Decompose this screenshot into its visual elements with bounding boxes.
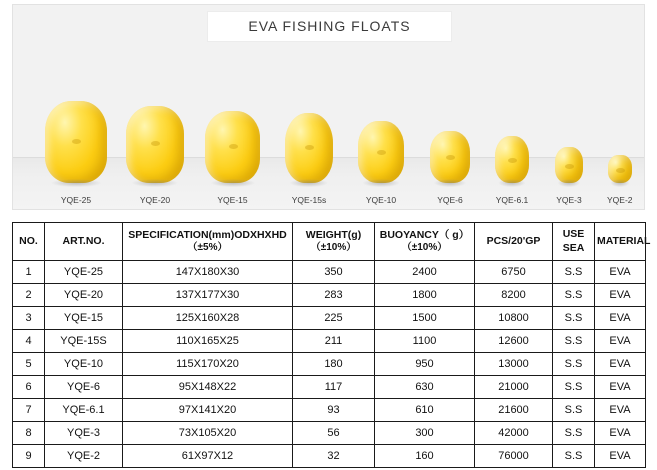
cell-material: EVA — [595, 353, 646, 376]
cell-usesea: S.S — [553, 376, 595, 399]
float-item-label: YQE-15s — [291, 195, 327, 205]
float-product-item — [607, 155, 633, 205]
table-row — [13, 353, 646, 376]
cell-weight: 225 — [293, 307, 375, 330]
cell-specification: 95X148X22 — [123, 376, 293, 399]
product-photo-banner — [12, 4, 645, 210]
column-header-usesea-main: USE SEA — [562, 228, 585, 254]
cell-buoyancy: 1500 — [375, 307, 475, 330]
cell-material: EVA — [595, 261, 646, 284]
float-shadow — [498, 179, 525, 187]
float-item-label: YQE-2 — [607, 195, 633, 205]
column-header-weight-main: WEIGHT(g) — [305, 228, 362, 241]
float-body-shape — [555, 147, 583, 183]
cell-no: 7 — [13, 399, 45, 422]
cell-artno: YQE-10 — [45, 353, 123, 376]
column-header-specification-main: SPECIFICATION(mm)ODXHXHD — [128, 228, 287, 241]
cell-buoyancy: 160 — [375, 445, 475, 468]
specification-table — [12, 222, 651, 468]
column-header-pcs — [475, 223, 553, 261]
column-header-weight-sub: （±10%） — [310, 241, 357, 253]
cell-no: 1 — [13, 261, 45, 284]
float-product-item — [45, 101, 107, 205]
float-product-item — [495, 136, 529, 205]
cell-weight: 283 — [293, 284, 375, 307]
cell-buoyancy: 610 — [375, 399, 475, 422]
page-title: EVA FISHING FLOATS — [207, 11, 451, 42]
cell-material: EVA — [595, 284, 646, 307]
cell-specification: 115X170X20 — [123, 353, 293, 376]
cell-usesea: S.S — [553, 399, 595, 422]
cell-pcs: 21600 — [475, 399, 553, 422]
column-header-buoyancy-main: BUOYANCY（ g） — [379, 228, 470, 241]
float-item-label: YQE-6.1 — [495, 195, 529, 205]
cell-weight: 350 — [293, 261, 375, 284]
cell-no: 4 — [13, 330, 45, 353]
table-header-row — [13, 223, 646, 261]
cell-material: EVA — [595, 445, 646, 468]
cell-buoyancy: 1800 — [375, 284, 475, 307]
cell-artno: YQE-15 — [45, 307, 123, 330]
table-row — [13, 307, 646, 330]
cell-no: 8 — [13, 422, 45, 445]
cell-weight: 32 — [293, 445, 375, 468]
cell-buoyancy: 2400 — [375, 261, 475, 284]
float-shadow — [610, 179, 629, 187]
cell-specification: 73X105X20 — [123, 422, 293, 445]
cell-specification: 147X180X30 — [123, 261, 293, 284]
column-header-pcs-main: PCS/20'GP — [486, 234, 541, 247]
column-header-no-main: NO. — [19, 234, 38, 247]
cell-material: EVA — [595, 330, 646, 353]
cell-no: 3 — [13, 307, 45, 330]
cell-specification: 137X177X30 — [123, 284, 293, 307]
float-product-item — [358, 121, 404, 205]
float-shadow — [363, 179, 400, 187]
cell-usesea: S.S — [553, 284, 595, 307]
cell-material: EVA — [595, 399, 646, 422]
float-body-shape — [45, 101, 107, 183]
float-shadow — [211, 179, 255, 187]
cell-material: EVA — [595, 376, 646, 399]
banner-title-bar — [13, 11, 645, 42]
table-row — [13, 284, 646, 307]
float-shadow — [434, 179, 466, 187]
cell-specification: 125X160X28 — [123, 307, 293, 330]
table-row — [13, 261, 646, 284]
cell-no: 2 — [13, 284, 45, 307]
cell-usesea: S.S — [553, 353, 595, 376]
float-body-shape — [205, 111, 260, 183]
column-header-artno — [45, 223, 123, 261]
cell-artno: YQE-3 — [45, 422, 123, 445]
table-row — [13, 399, 646, 422]
cell-no: 9 — [13, 445, 45, 468]
cell-usesea: S.S — [553, 330, 595, 353]
cell-specification: 61X97X12 — [123, 445, 293, 468]
column-header-material — [595, 223, 651, 261]
float-shadow — [558, 179, 580, 187]
cell-pcs: 21000 — [475, 376, 553, 399]
float-item-label: YQE-10 — [365, 195, 397, 205]
table-row — [13, 330, 646, 353]
column-header-artno-main: ART.NO. — [62, 234, 105, 247]
column-header-buoyancy — [375, 223, 475, 261]
cell-pcs: 13000 — [475, 353, 553, 376]
specification-table-wrap — [12, 222, 651, 468]
column-header-material-main: MATERIAL — [597, 234, 651, 247]
cell-no: 6 — [13, 376, 45, 399]
float-body-shape — [430, 131, 470, 183]
float-item-label: YQE-25 — [60, 195, 92, 205]
cell-specification: 110X165X25 — [123, 330, 293, 353]
float-product-item — [126, 106, 184, 205]
cell-pcs: 10800 — [475, 307, 553, 330]
float-shadow — [51, 179, 101, 187]
cell-usesea: S.S — [553, 445, 595, 468]
table-row — [13, 445, 646, 468]
cell-artno: YQE-15S — [45, 330, 123, 353]
column-header-weight — [293, 223, 375, 261]
float-item-label: YQE-6 — [437, 195, 463, 205]
cell-material: EVA — [595, 422, 646, 445]
float-body-shape — [608, 155, 632, 183]
cell-buoyancy: 950 — [375, 353, 475, 376]
float-item-label: YQE-20 — [139, 195, 171, 205]
cell-no: 5 — [13, 353, 45, 376]
cell-weight: 180 — [293, 353, 375, 376]
cell-usesea: S.S — [553, 261, 595, 284]
cell-pcs: 42000 — [475, 422, 553, 445]
float-body-shape — [495, 136, 529, 183]
cell-artno: YQE-25 — [45, 261, 123, 284]
cell-weight: 211 — [293, 330, 375, 353]
column-header-specification-sub: （±5%） — [187, 241, 228, 253]
column-header-usesea — [553, 223, 595, 261]
table-row — [13, 422, 646, 445]
cell-usesea: S.S — [553, 422, 595, 445]
cell-buoyancy: 300 — [375, 422, 475, 445]
cell-specification: 97X141X20 — [123, 399, 293, 422]
float-body-shape — [126, 106, 184, 183]
cell-buoyancy: 1100 — [375, 330, 475, 353]
cell-pcs: 12600 — [475, 330, 553, 353]
cell-material: EVA — [595, 307, 646, 330]
cell-pcs: 76000 — [475, 445, 553, 468]
column-header-specification — [123, 223, 293, 261]
float-shadow — [290, 179, 328, 187]
float-item-label: YQE-15 — [217, 195, 248, 205]
cell-artno: YQE-20 — [45, 284, 123, 307]
float-shadow — [132, 179, 178, 187]
float-item-label: YQE-3 — [556, 195, 582, 205]
float-product-item — [285, 113, 333, 205]
cell-weight: 56 — [293, 422, 375, 445]
float-product-item — [205, 111, 260, 205]
column-header-no — [13, 223, 45, 261]
cell-usesea: S.S — [553, 307, 595, 330]
column-header-buoyancy-sub: （±10%） — [401, 241, 448, 253]
float-body-shape — [285, 113, 333, 183]
table-row — [13, 376, 646, 399]
float-body-shape — [358, 121, 404, 183]
float-product-item — [430, 131, 470, 205]
cell-artno: YQE-2 — [45, 445, 123, 468]
cell-buoyancy: 630 — [375, 376, 475, 399]
float-product-row — [13, 57, 645, 205]
cell-artno: YQE-6.1 — [45, 399, 123, 422]
cell-pcs: 6750 — [475, 261, 553, 284]
float-product-item — [555, 147, 583, 205]
cell-weight: 117 — [293, 376, 375, 399]
cell-pcs: 8200 — [475, 284, 553, 307]
cell-weight: 93 — [293, 399, 375, 422]
cell-artno: YQE-6 — [45, 376, 123, 399]
